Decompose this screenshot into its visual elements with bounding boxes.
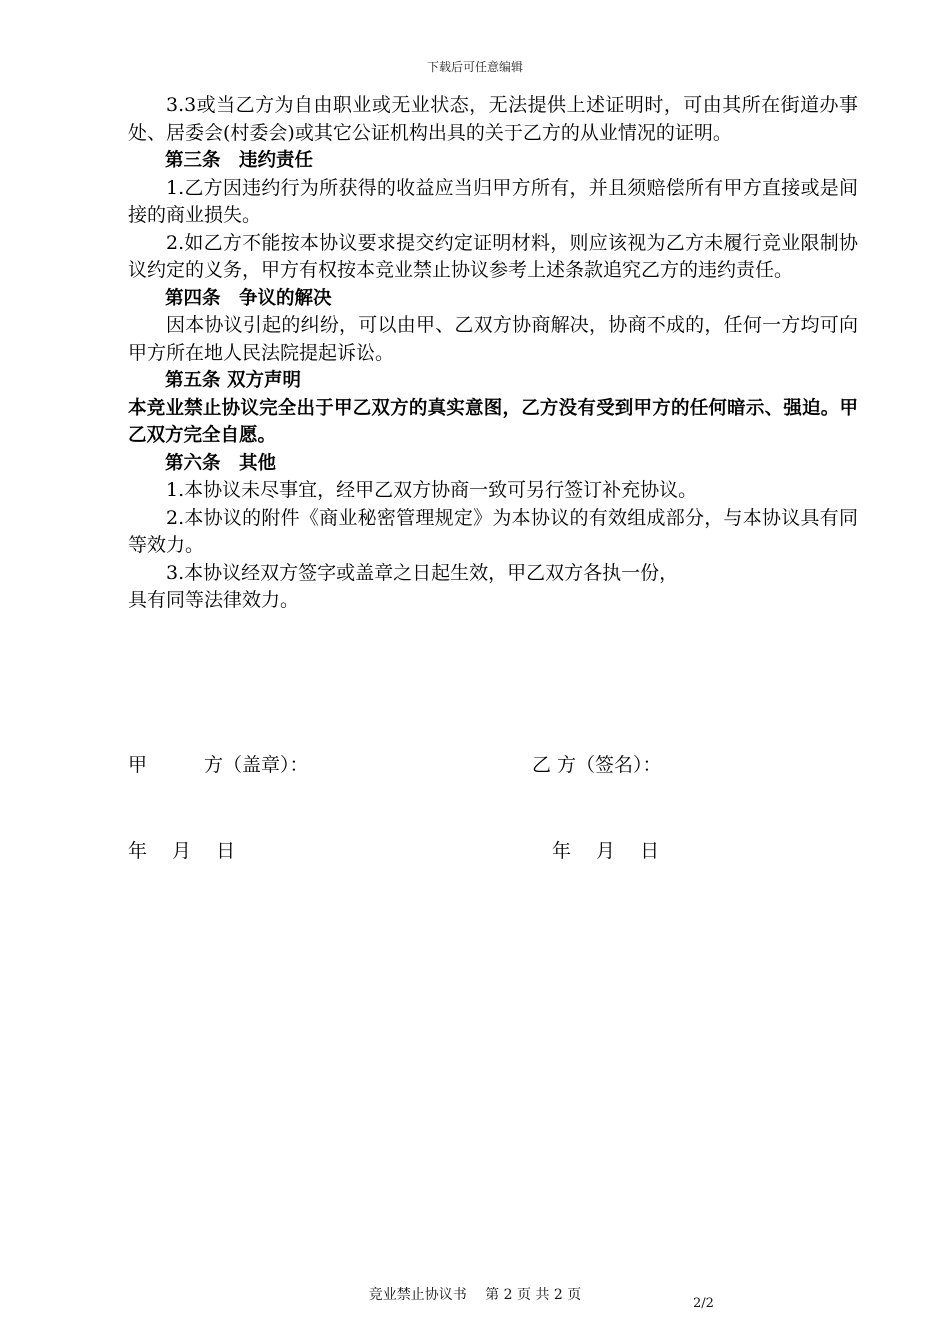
article-4-heading: 第四条 争议的解决 bbox=[165, 287, 332, 309]
document-body bbox=[128, 92, 858, 615]
article-6-item-3: 3.本协议经双方签字或盖章之日起生效，甲乙双方各执一份， bbox=[166, 561, 679, 584]
party-b-date: 年 月 日 bbox=[552, 840, 660, 862]
party-a-date: 年 月 日 bbox=[128, 840, 236, 862]
page-number: 2/2 bbox=[693, 1296, 714, 1311]
clause-3-3: 3.3或当乙方为自由职业或无业状态，无法提供上述证明时，可由其所在街道办事处、居委会(村委会)或其它公证机构出具的关于乙方的从业情况的证明。 bbox=[128, 94, 858, 144]
page-header: 下载后可任意编辑 bbox=[426, 60, 523, 74]
page-footer: 竞业禁止协议书 第 2 页 共 2 页 bbox=[368, 1287, 582, 1303]
article-3-item-1: 1.乙方因违约行为所获得的收益应当归甲方所有，并且须赔偿所有甲方直接或是间接的商业损失。 bbox=[128, 176, 858, 226]
article-6-item-1: 1.本协议未尽事宜，经甲乙双方协商一致可另行签订补充协议。 bbox=[166, 479, 698, 501]
article-3-item-2: 2.如乙方不能按本协议要求提交约定证明材料，则应该视为乙方未履行竞业限制协议约定的义务，甲方有权按本竞业禁止协议参考上述条款追究乙方的违约责任。 bbox=[128, 231, 858, 281]
article-5-heading: 第五条 双方声明 bbox=[165, 370, 301, 391]
article-5-text: 本竞业禁止协议完全出于甲乙双方的真实意图，乙方没有受到甲方的任何暗示、强迫。甲乙双方完全自愿。 bbox=[128, 397, 858, 446]
party-a-seal-label: 甲 方（盖章）： bbox=[128, 754, 309, 776]
article-6-heading: 第六条 其他 bbox=[165, 452, 277, 474]
article-4-text: 因本协议引起的纠纷，可以由甲、乙双方协商解决，协商不成的，任何一方均可向甲方所在地人民法院提起诉讼。 bbox=[128, 314, 858, 364]
article-3-heading: 第三条 违约责任 bbox=[165, 150, 314, 171]
party-b-signature-label: 乙 方（签名）： bbox=[532, 754, 662, 776]
article-6-item-2: 2.本协议的附件《商业秘密管理规定》为本协议的有效组成部分，与本协议具有同等效力。 bbox=[128, 506, 858, 556]
article-6-item-3-cont: 具有同等法律效力。 bbox=[128, 589, 300, 611]
